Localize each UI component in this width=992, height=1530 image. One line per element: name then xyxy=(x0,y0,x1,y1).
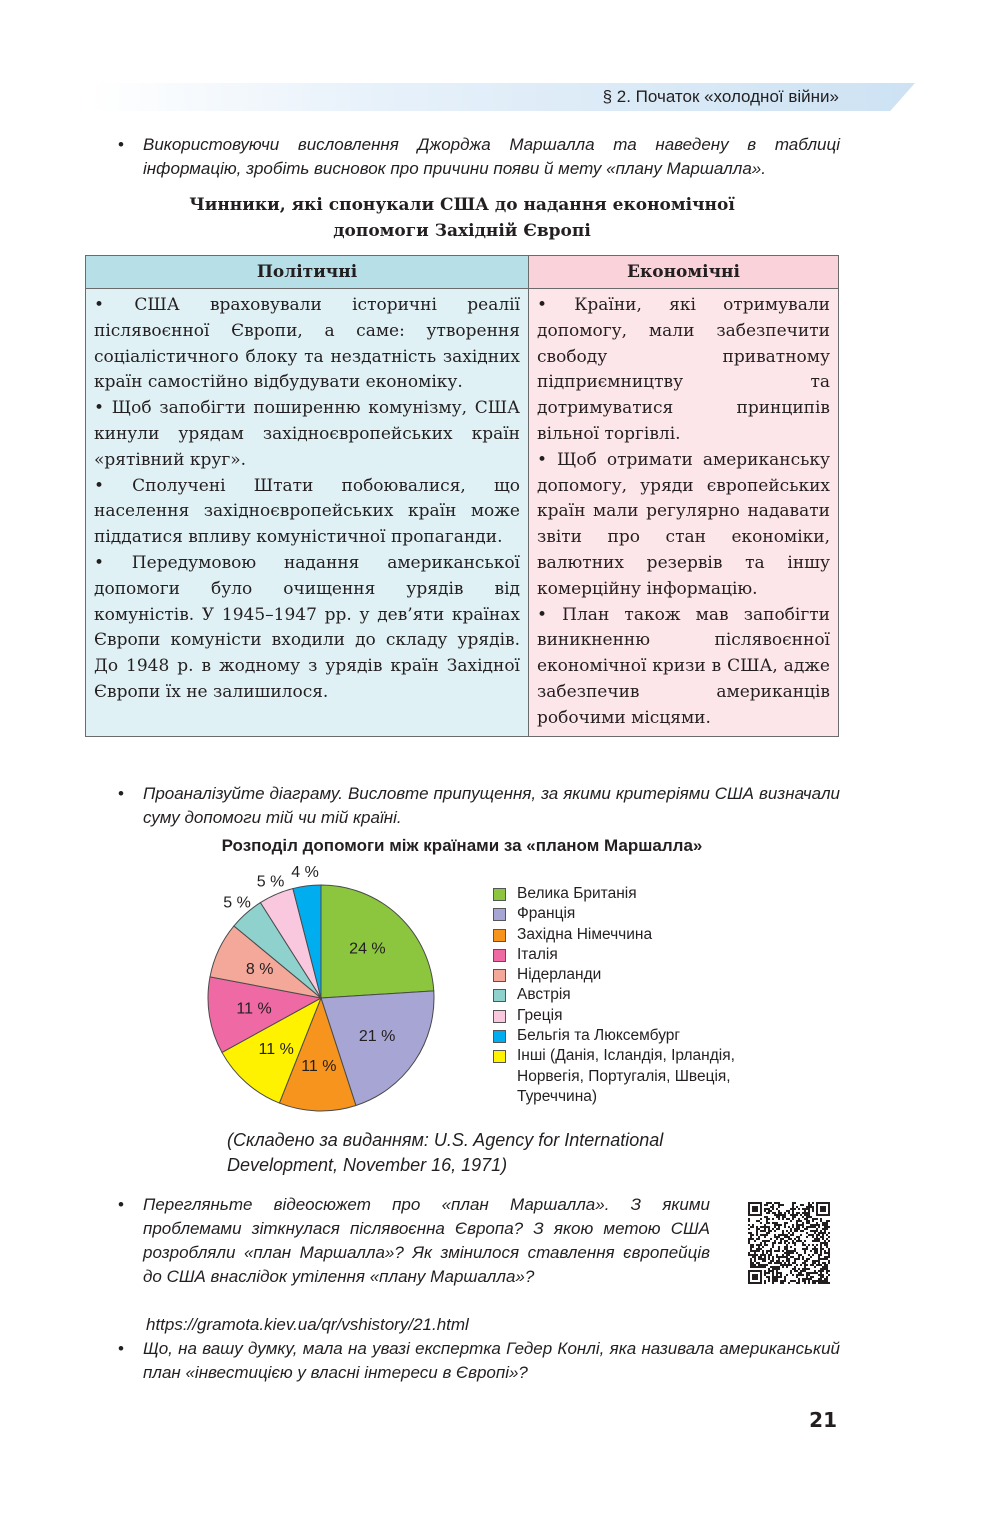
legend-label: Італія xyxy=(517,945,558,963)
economic-item: • План також мав запобігти виникненню післявоєнної економічної кризи в США, адже забезпечив американців робочими місцями. xyxy=(537,604,830,728)
legend-item xyxy=(493,965,735,985)
video-link-block xyxy=(118,1313,718,1337)
legend-label: Велика Британія xyxy=(517,885,637,902)
slice-label: 21 % xyxy=(358,1028,396,1046)
legend-swatch xyxy=(493,969,506,982)
legend-item xyxy=(493,904,735,924)
political-cell xyxy=(86,289,529,737)
task-video xyxy=(118,1193,710,1289)
legend-item xyxy=(493,945,735,965)
bullet-icon: • xyxy=(118,784,124,803)
legend-label: Австрія xyxy=(517,986,571,1004)
task-analyze-diagram xyxy=(118,782,840,830)
chart-title: Розподіл допомоги між країнами за «планом Маршалла» xyxy=(221,836,703,855)
legend-item xyxy=(493,1006,735,1026)
legend-swatch xyxy=(493,989,506,1002)
legend-item xyxy=(493,925,735,945)
legend-label: Інші (Данія, Ісландія, Ірландія, xyxy=(517,1047,735,1065)
economic-item: • Щоб отримати американську допомогу, уряди європейських країн мали регулярно надавати звіти про стан економіки, валютних резервів та іншу комерційну інформацію. xyxy=(537,449,830,599)
legend-swatch xyxy=(493,1050,506,1063)
legend-swatch xyxy=(493,949,506,962)
legend-label: Греція xyxy=(517,1006,563,1024)
political-item: • Щоб запобігти поширенню комунізму, США кинули урядам західноєвропейських країн «рятівний круг». xyxy=(94,398,520,470)
bullet-icon: • xyxy=(118,135,124,154)
slice-label: 5 % xyxy=(256,873,285,891)
slice-label: 24 % xyxy=(349,940,386,958)
task-marshall-statement xyxy=(118,133,840,181)
legend-item xyxy=(493,1046,735,1107)
factors-table xyxy=(85,255,839,737)
task-text: Проаналізуйте діаграму. Висловте припущення, за якими критеріями США визначали суму допомоги тій чи тій країні. xyxy=(143,784,840,827)
legend-label: Франція xyxy=(517,905,576,923)
page-number: 21 xyxy=(809,1408,837,1432)
table-title-line1: Чинники, які спонукали США до надання економічної xyxy=(189,195,735,215)
legend-item xyxy=(493,884,735,904)
legend-item xyxy=(493,1026,735,1046)
economic-cell xyxy=(529,289,839,737)
chart-legend xyxy=(493,884,735,1107)
task-conley xyxy=(118,1337,840,1385)
slice-label: 4 % xyxy=(291,864,319,882)
legend-label: Норвегія, Португалія, Швеція, xyxy=(517,1067,731,1085)
source-line2: Development, November 16, 1971) xyxy=(227,1155,508,1175)
political-item: • США враховували історичні реалії післявоєнної Європи, а саме: утворення соціалістичного блоку та нездатність західних країн самостійно відбудувати економіку. xyxy=(94,295,520,393)
legend-swatch xyxy=(493,908,506,921)
slice-label: 11 % xyxy=(301,1057,337,1075)
chart-source xyxy=(227,1128,663,1178)
political-header: Політичні xyxy=(86,256,529,289)
task-text: Використовуючи висловлення Джорджа Маршалла та наведену в таблиці інформацію, зробіть висновок про причини появи й мету «плану Маршалла». xyxy=(143,135,840,178)
legend-swatch xyxy=(493,888,506,901)
qr-code-icon[interactable] xyxy=(748,1202,830,1284)
slice-label: 8 % xyxy=(245,961,274,979)
legend-label: Бельгія та Люксембург xyxy=(517,1027,681,1045)
economic-header: Економічні xyxy=(529,256,839,289)
legend-swatch xyxy=(493,929,506,942)
slice-label: 11 % xyxy=(258,1040,294,1058)
table-title-line2: допомоги Західній Європі xyxy=(333,221,591,241)
bullet-icon: • xyxy=(118,1195,124,1214)
table-title xyxy=(85,192,839,244)
legend-label: Нідерланди xyxy=(517,966,602,984)
source-line1: (Складено за виданням: U.S. Agency for International xyxy=(227,1130,664,1150)
legend-swatch xyxy=(493,1030,506,1043)
legend-swatch xyxy=(493,1010,506,1023)
slice-label: 5 % xyxy=(223,894,251,912)
legend-label: Західна Німеччина xyxy=(517,925,653,943)
legend-label: Туреччина) xyxy=(517,1087,598,1105)
bullet-icon: • xyxy=(118,1339,124,1358)
legend-item xyxy=(493,985,735,1005)
video-link[interactable]: https://gramota.kiev.ua/qr/vshistory/21.html xyxy=(146,1315,469,1334)
slice-label: 11 % xyxy=(236,1000,272,1018)
task-text: Що, на вашу думку, мала на увазі експертка Гедер Конлі, яка називала американський план «інвестицією у власні інтереси в Європі»? xyxy=(143,1339,840,1382)
political-item: • Сполучені Штати побоювалися, що населення західноєвропейських країн може піддатися впливу комуністичної пропаганди. xyxy=(94,475,520,548)
section-title: § 2. Початок «холодної війни» xyxy=(602,87,839,106)
political-item: • Передумовою надання американської допомоги було очищення урядів від комуністів. У 1945–1947 рр. у дев’яти країнах Європи комуністи входили до складу урядів. До 1948 р. в жодному з урядів країн Західної Європи їх не залишилося. xyxy=(94,552,520,702)
pie-chart xyxy=(190,860,450,1120)
task-text: Перегляньте відеосюжет про «план Маршалла». З якими проблемами зіткнулася післявоєнна Європа? З якою метою США розробляли «план Маршалла»? Як змінилося ставлення європейців до США внаслідок утілення «плану Маршалла»? xyxy=(143,1195,710,1286)
economic-item: • Країни, які отримували допомогу, мали забезпечити свободу приватному підприємництву та дотримуватися принципів вільної торгівлі. xyxy=(537,295,830,444)
